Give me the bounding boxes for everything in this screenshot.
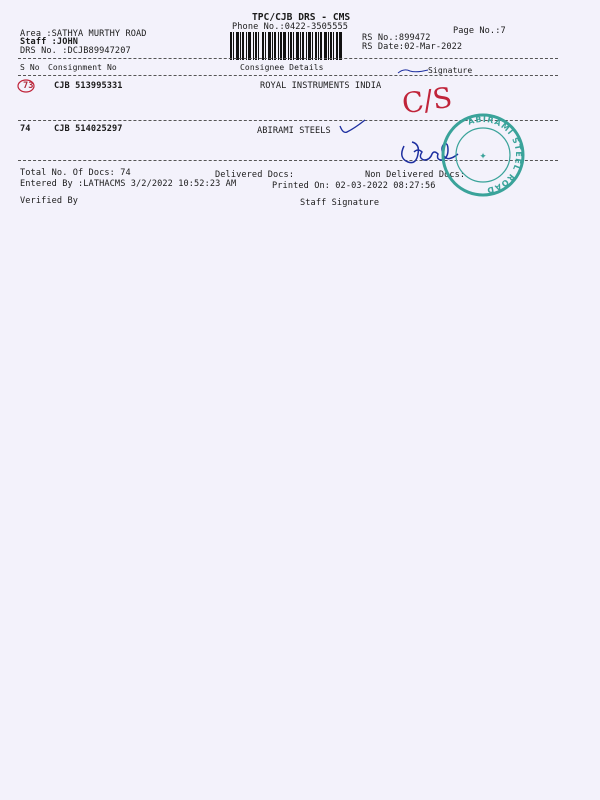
drs-number: DRS No. :DCJB89947207 [20, 46, 131, 56]
area-label: Area :SATHYA MURTHY ROAD [20, 29, 147, 39]
row-1-sno: 73 [23, 81, 34, 91]
company-stamp [440, 112, 526, 198]
rs-number: RS No.:899472 [362, 33, 431, 43]
col-consignment: Consignment No [48, 63, 117, 72]
col-signature: Signature [428, 66, 473, 75]
row-2-consignment: CJB 514025297 [54, 124, 123, 134]
col-consignee: Consignee Details [240, 63, 324, 72]
rs-date: RS Date:02-Mar-2022 [362, 42, 463, 52]
verified-by: Verified By [20, 196, 79, 206]
row-1-handwritten-mark: C/S [399, 80, 455, 121]
page-number: Page No.:7 [453, 26, 506, 36]
total-docs: Total No. Of Docs: 74 [20, 168, 131, 178]
stamp-text: ABIRAMI STEEL ROAD [466, 114, 524, 195]
staff-signature-label: Staff Signature [300, 198, 380, 208]
row-1-consignee: ROYAL INSTRUMENTS INDIA [260, 81, 382, 91]
document-title: TPC/CJB DRS - CMS [252, 12, 351, 23]
phone-number: Phone No.:0422-3505555 [232, 22, 349, 32]
delivered-docs: Delivered Docs: [215, 170, 295, 180]
check-mark [340, 120, 365, 132]
red-circle-mark [18, 80, 34, 92]
col-sno: S No [20, 63, 40, 72]
row-1-consignment: CJB 513995331 [54, 81, 123, 91]
row-2-consignee: ABIRAMI STEELS [257, 126, 331, 136]
entered-by: Entered By :LATHACMS 3/2/2022 10:52:23 AM [20, 179, 237, 189]
staff-label: Staff :JOHN [20, 37, 79, 47]
row-2-sno: 74 [20, 124, 31, 134]
printed-on: Printed On: 02-03-2022 08:27:56 [272, 181, 436, 191]
svg-text:ABIRAMI STEEL ROAD [467, 115, 523, 195]
non-delivered-docs: Non Delivered Docs: [365, 170, 466, 180]
svg-text:✦: ✦ [479, 152, 487, 162]
signature-tick-mark [398, 70, 428, 73]
